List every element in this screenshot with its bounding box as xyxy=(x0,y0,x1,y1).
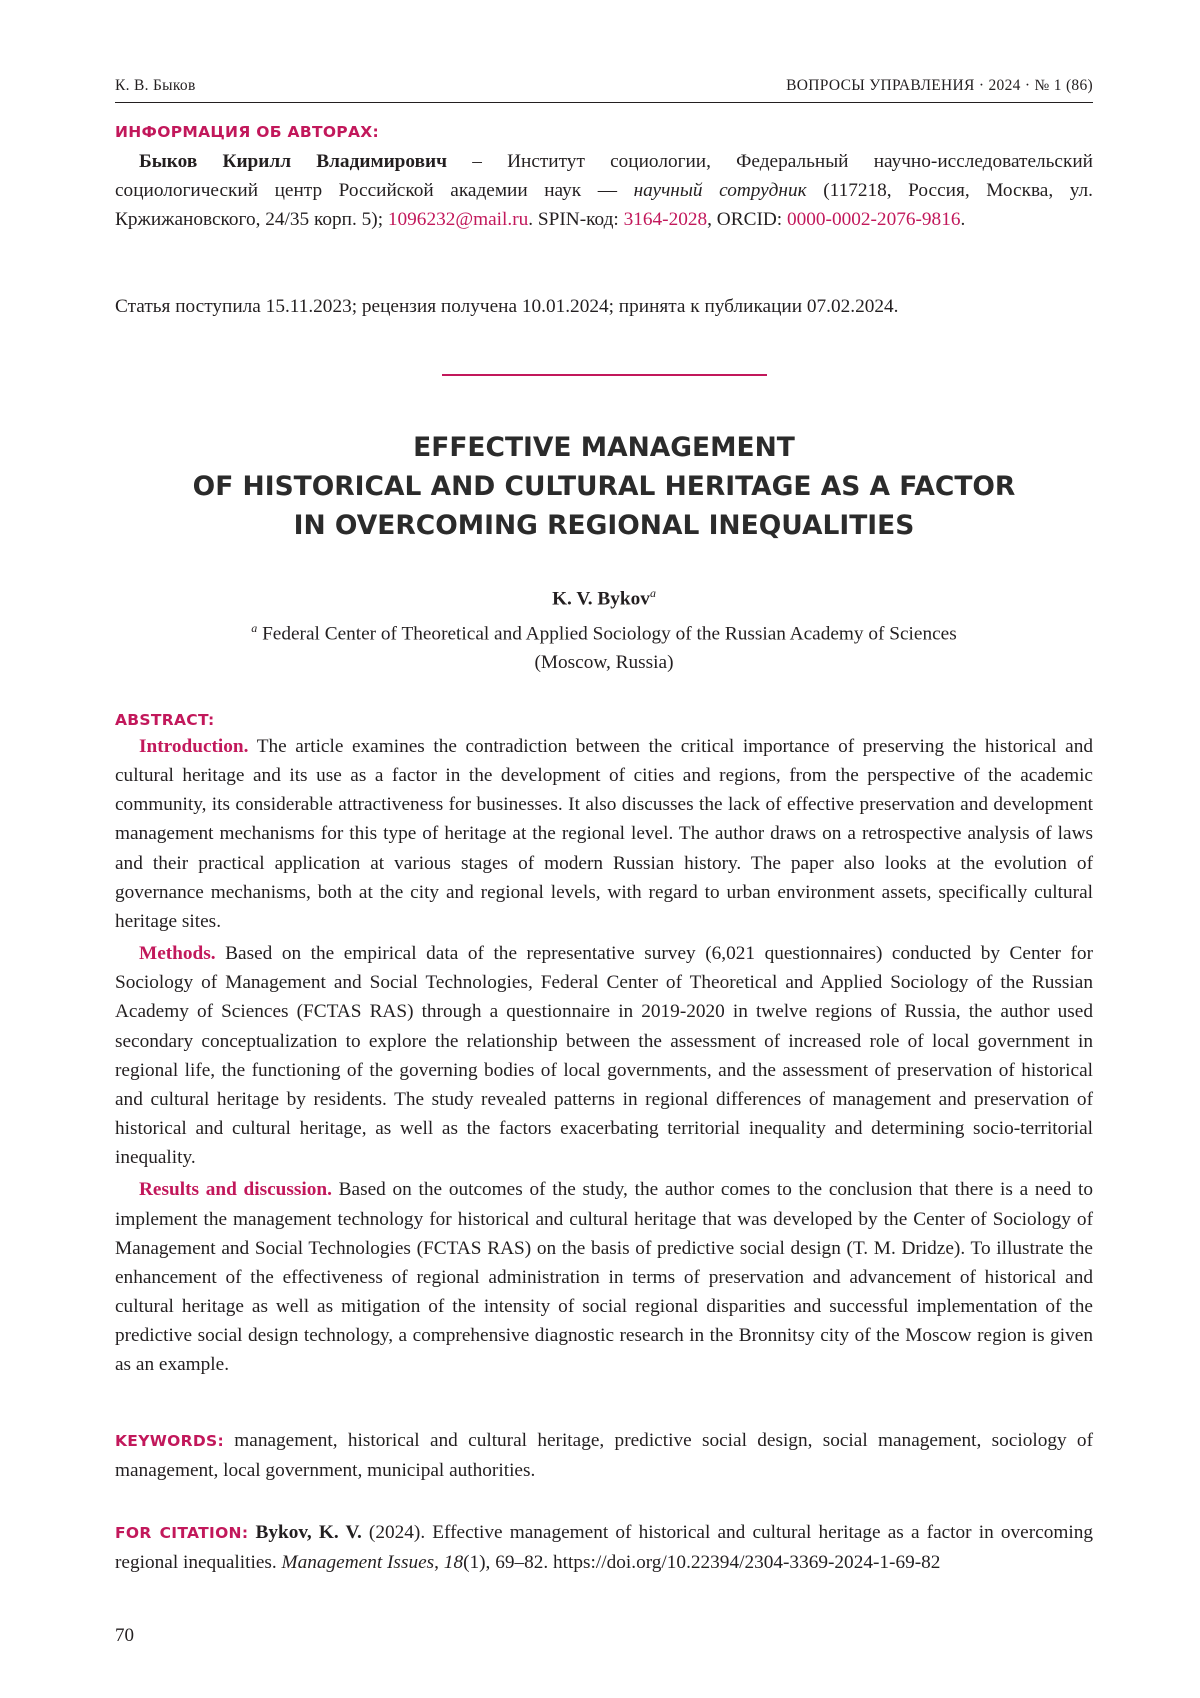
author-sup: a xyxy=(649,586,656,600)
header-rule xyxy=(115,102,1093,103)
title-line-2: OF HISTORICAL AND CULTURAL HERITAGE AS A FACTOR xyxy=(192,471,1016,502)
address-text: (117218, Россия, Москва, ул. Кржижановского, 24/35 корп. 5); xyxy=(115,180,1093,231)
section-divider xyxy=(442,374,767,376)
title-line-3: IN OVERCOMING REGIONAL INEQUALITIES xyxy=(293,510,915,541)
orcid-link[interactable]: 0000-0002-2076-9816 xyxy=(786,209,961,231)
email-link[interactable]: 1096232@mail.ru xyxy=(387,209,529,231)
affil-sup: a xyxy=(251,621,258,635)
citation-journal: Management Issues xyxy=(281,1552,435,1573)
abstract-results xyxy=(115,1175,1093,1379)
author-name: K. V. Bykov xyxy=(552,588,650,610)
affiliation-location: (Moscow, Russia) xyxy=(534,652,674,674)
keywords-label: KEYWORDS: xyxy=(115,1432,224,1450)
methods-text: Based on the empirical data of the representative survey (6,021 questionnaires) conducted by Center for Sociology of Management and Social Technologies, Federal Center of Theoretical and Applied Sociology of the Russian Academy of Sciences (FCTAS RAS) through a questionnaire in 2019-2020 in twelve regions of Russia, the author used secondary conceptualization to explore the relationship between the assessment of increased role of local government in regional life, the functioning of the governing bodies of local governments, and the assessment of preservation of historical and cultural heritage by residents. The study revealed patterns in regional differences of management and preservation of historical and cultural heritage, as well as the factors exacerbating territorial inequality and determining socio-territorial inequality. xyxy=(115,943,1093,1169)
period: . xyxy=(960,209,966,231)
authors-info-label: ИНФОРМАЦИЯ ОБ АВТОРАХ: xyxy=(115,123,380,141)
spin-label: . SPIN-код: xyxy=(528,209,624,231)
author-position: научный сотрудник xyxy=(633,180,807,202)
article-title xyxy=(115,428,1093,545)
citation-author: Bykov, K. V. xyxy=(255,1522,362,1543)
author-byline xyxy=(115,586,1093,610)
page-number: 70 xyxy=(115,1625,134,1646)
citation-volume: 18 xyxy=(443,1552,464,1573)
results-label: Results and discussion. xyxy=(139,1179,332,1201)
article-dates: Статья поступила 15.11.2023; рецензия получена 10.01.2024; принята к публикации 07.02.2024. xyxy=(115,296,899,317)
methods-label: Methods. xyxy=(139,943,216,965)
keywords-text: management, historical and cultural heritage, predictive social design, social management, sociology of management, local government, municipal authorities. xyxy=(115,1430,1093,1481)
abstract-introduction xyxy=(115,732,1093,936)
affiliation-name: Federal Center of Theoretical and Applied Sociology of the Russian Academy of Sciences xyxy=(257,623,957,645)
authors-info-text xyxy=(115,147,1093,235)
affiliation-text: – Институт социологии, Федеральный научно-исследовательский социологический центр Российской академии наук — xyxy=(115,151,1093,202)
running-head xyxy=(115,77,1093,95)
abstract-label: ABSTRACT: xyxy=(115,711,215,729)
citation-label: FOR CITATION: xyxy=(115,1524,249,1542)
keywords xyxy=(115,1426,1093,1485)
citation xyxy=(115,1518,1093,1577)
running-head-journal: ВОПРОСЫ УПРАВЛЕНИЯ · 2024 · № 1 (86) xyxy=(786,77,1093,94)
author-full-name: Быков Кирилл Владимирович xyxy=(139,151,447,172)
abstract xyxy=(115,711,1093,1379)
introduction-text: The article examines the contradiction between the critical importance of preserving the historical and cultural heritage and its use as a factor in the development of cities and regions, from the perspective of the academic community, its considerable attractiveness for businesses. It also discusses the lack of effective preservation and development management mechanisms for this type of heritage at the regional level. The author draws on a retrospective analysis of laws and their practical application at various stages of modern Russian history. The paper also looks at the evolution of governance mechanisms, both at the city and regional levels, with regard to urban environment assets, specifically cultural heritage sites. xyxy=(115,736,1093,932)
abstract-methods xyxy=(115,939,1093,1172)
title-line-1: EFFECTIVE MANAGEMENT xyxy=(413,432,795,463)
citation-text: (2024). Effective management of historical and cultural heritage as a factor in overcoming regional inequalities. xyxy=(115,1522,1093,1573)
citation-sep: , xyxy=(434,1552,444,1573)
running-head-author: К. В. Быков xyxy=(115,77,196,94)
authors-info xyxy=(115,123,1093,235)
introduction-label: Introduction. xyxy=(139,736,249,757)
results-text: Based on the outcomes of the study, the author comes to the conclusion that there is a need to implement the management technology for historical and cultural heritage that was developed by the Center of Sociology of Management and Social Technologies (FCTAS RAS) on the basis of predictive social design (T. M. Dridze). To illustrate the enhancement of the effectiveness of regional administration in terms of preservation and advancement of historical and cultural heritage as well as mitigation of the intensity of social regional disparities and successful implementation of the predictive social design technology, a comprehensive diagnostic research in the Bronnitsy city of the Moscow region is given as an example. xyxy=(115,1179,1093,1376)
orcid-label: , ORCID: xyxy=(707,209,787,231)
author-affiliation xyxy=(115,614,1093,677)
spin-link[interactable]: 3164-2028 xyxy=(623,209,708,231)
citation-doi[interactable]: (1), 69–82. https://doi.org/10.22394/2304-3369-2024-1-69-82 xyxy=(463,1552,941,1573)
